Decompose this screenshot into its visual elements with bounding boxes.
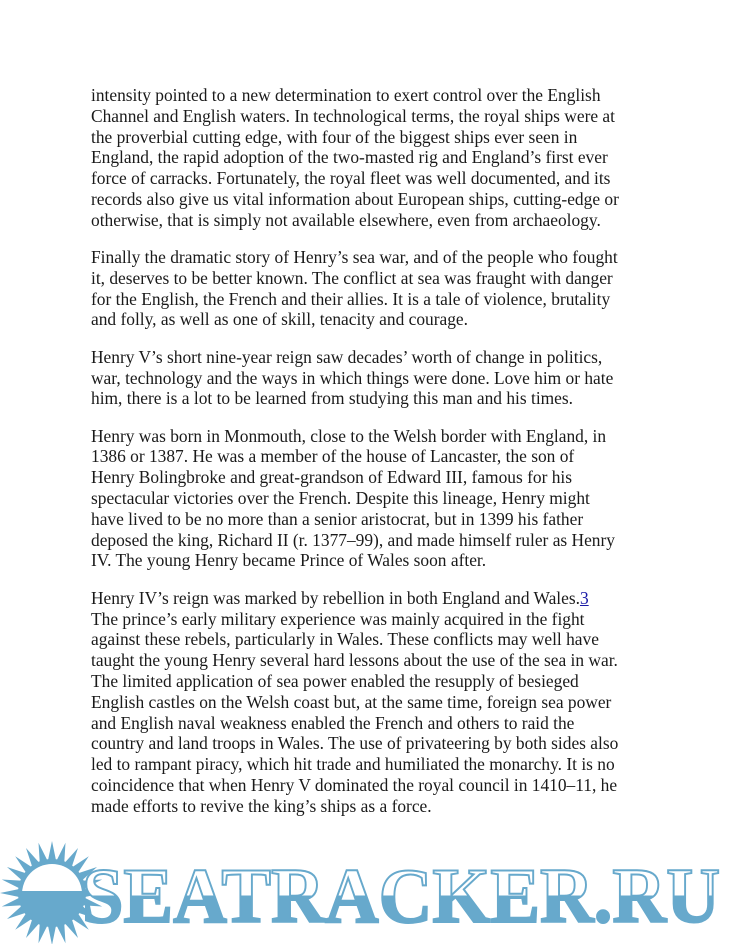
text-line: Henry V’s short nine-year reign saw decades’ worth of change in politics, [91,346,603,367]
paragraph-birth [91,426,691,572]
text-line: records also give us vital information about European ships, cutting-edge or [91,188,619,209]
text-line: 1386 or 1387. He was a member of the house of Lancaster, the son of [91,446,575,467]
text-line: England, the rapid adoption of the two-masted rig and England’s first ever [91,147,608,168]
text-line: led to rampant piracy, which hit trade and humiliated the monarchy. It is no [91,754,615,775]
text-line: coincidence that when Henry V dominated the royal council in 1410–11, he [91,774,618,795]
text-line: The limited application of sea power enabled the resupply of besieged [91,670,579,691]
paragraph-henry-iv [91,588,691,817]
text-line: against these rebels, particularly in Wales. These conflicts may well have [91,629,599,650]
text-line: The prince’s early military experience was mainly acquired in the fight [91,608,585,629]
text-line: otherwise, that is simply not available elsewhere, even from archaeology. [91,209,601,230]
text-line: it, deserves to be better known. The conflict at sea was fraught with danger [91,267,613,288]
text-line: made efforts to revive the king’s ships as a force. [91,795,432,816]
text-line: English castles on the Welsh coast but, at the same time, foreign sea power [91,691,612,712]
text-line: have lived to be no more than a senior aristocrat, but in 1399 his father [91,508,584,529]
text-line: and English naval weakness enabled the French and others to raid the [91,712,575,733]
text-line: war, technology and the ways in which things were done. Love him or hate [91,367,614,388]
text-line: intensity pointed to a new determination to exert control over the English [91,85,601,105]
paragraph-royal-fleet [91,85,691,231]
paragraph-sea-war [91,247,691,330]
text-line: the proverbial cutting edge, with four of the biggest ships ever seen in [91,126,578,147]
text-line: spectacular victories over the French. Despite this lineage, Henry might [91,488,590,509]
watermark-logo [0,836,731,944]
text-line: country and land troops in Wales. The use of privateering by both sides also [91,733,619,754]
text-line: Channel and English waters. In technological terms, the royal ships were at [91,105,615,126]
text-line: force of carracks. Fortunately, the royal fleet was well documented, and its [91,168,611,189]
watermark-text: SEATRACKER.RU [82,852,720,939]
text-line: taught the young Henry several hard lessons about the use of the sea in war. [91,650,618,671]
text-segment: Henry IV’s reign was marked by rebellion in both England and Wales. [91,587,580,608]
text-line: Finally the dramatic story of Henry’s sea war, and of the people who fought [91,247,618,268]
footnote-link[interactable]: 3 [579,587,589,608]
text-line: and folly, as well as one of skill, tenacity and courage. [91,309,468,330]
text-line: IV. The young Henry became Prince of Wales soon after. [91,550,487,571]
text-line: deposed the king, Richard II (r. 1377–99), and made himself ruler as Henry [91,529,615,550]
paragraph-reign [91,347,691,409]
text-line: for the English, the French and their allies. It is a tale of violence, brutality [91,288,611,309]
text-line: him, there is a lot to be learned from studying this man and his times. [91,388,574,409]
document-body [91,85,691,833]
text-line: Henry was born in Monmouth, close to the Welsh border with England, in [91,425,607,446]
text-line [91,588,691,609]
text-line: Henry Bolingbroke and great-grandson of Edward III, famous for his [91,467,573,488]
